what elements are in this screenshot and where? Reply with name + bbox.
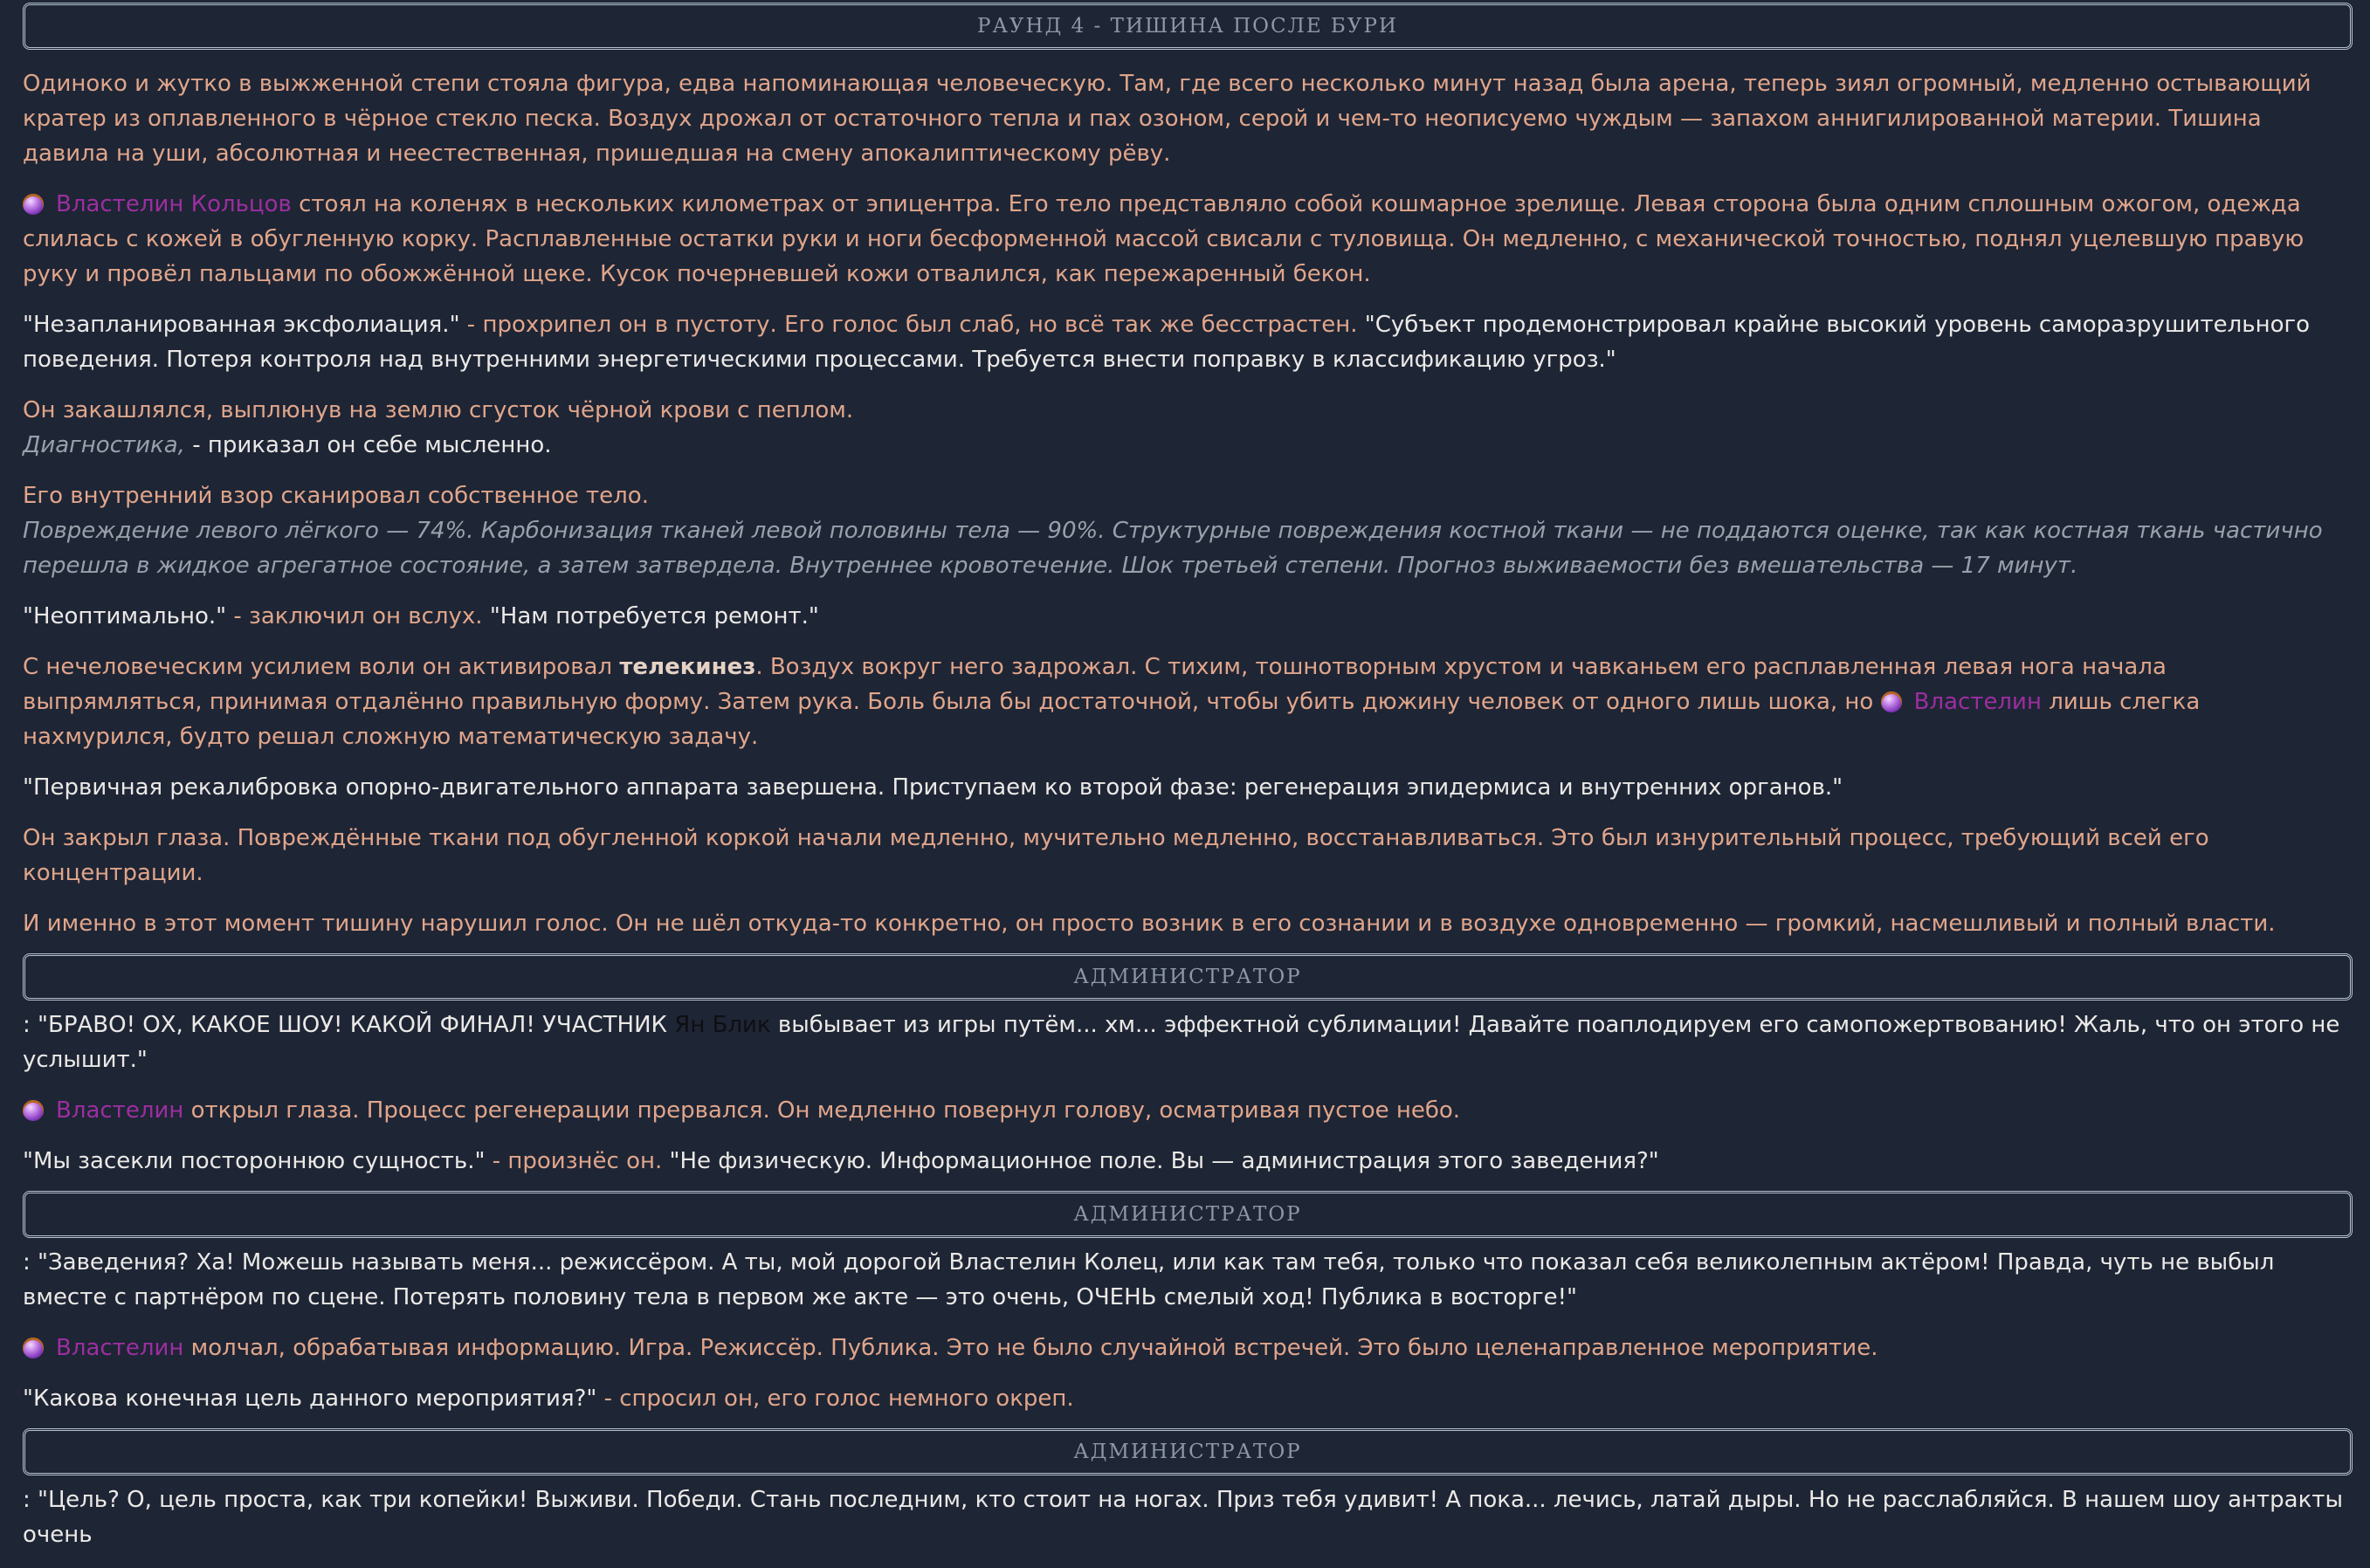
admin-banner: АДМИНИСТРАТОР [23, 1191, 2353, 1238]
crystal-ball-icon [23, 1100, 44, 1121]
character-name-yan: Ян Блик [674, 1012, 771, 1038]
dialogue-text: "Первичная рекалибровка опорно-двигательного аппарата завершена. Приступаем ко второй фазе: регенерация эпидермиса и внутренних органов." [23, 774, 1843, 801]
story-paragraph [23, 66, 2353, 171]
dialogue-text: "Незапланированная эксфолиация." [23, 312, 460, 338]
crystal-ball-icon [1881, 691, 1902, 712]
story-paragraph [23, 1093, 2353, 1128]
narration-text: . Воздух вокруг него задрожал. С тихим, тошнотворным хрустом и чавканьем его расплавленная левая нога начала выпрямляться, принимая отдалённо правильную форму. Затем рука. Боль была бы достаточной, чтобы убить дюжину человек от одного лишь шока, но [23, 654, 2167, 715]
dialogue-text: "Мы засекли постороннюю сущность." [23, 1148, 486, 1174]
story-paragraph [23, 821, 2353, 891]
dialogue-text: : "Заведения? Ха! Можешь называть меня... режиссёром. А ты, мой дорогой Властелин Колец, или как там тебя, только что показал себя великолепным актёром! Правда, чуть не выбыл вместе с партнёром по сцене. Потерять половину тела в первом же акте — это очень, ОЧЕНЬ смелый ход! Публика в восторге!" [23, 1249, 2275, 1310]
dialogue-text: : "БРАВО! ОХ, КАКОЕ ШОУ! КАКОЙ ФИНАЛ! УЧАСТНИК [23, 1012, 667, 1038]
character-name-lord: Властелин [56, 1097, 184, 1124]
narration-text: лишь слегка нахмурился, будто решал сложную математическую задачу. [23, 689, 2201, 750]
crystal-ball-icon [23, 194, 44, 215]
narration-text: - прохрипел он в пустоту. Его голос был слаб, но всё так же бесстрастен. [466, 312, 1358, 338]
narration-text: - приказал он себе мысленно. [192, 432, 552, 458]
round-banner: РАУНД 4 - ТИШИНА ПОСЛЕ БУРИ [23, 3, 2353, 50]
admin-message [23, 1245, 2353, 1315]
admin-message [23, 1482, 2353, 1552]
story-paragraph [23, 307, 2353, 377]
story-paragraph [23, 1331, 2353, 1365]
dialogue-text: выбывает из игры путём... хм... эффектной сублимации! Давайте поаплодируем его самопожертвованию! Жаль, что он этого не услышит." [23, 1012, 2340, 1073]
ability-name: телекинез [619, 654, 756, 680]
admin-message [23, 1008, 2353, 1077]
dialogue-text: "Неоптимально." [23, 603, 227, 629]
story-paragraph [23, 770, 2353, 805]
story-paragraph [23, 1381, 2353, 1416]
dialogue-text: "Нам потребуется ремонт." [489, 603, 819, 629]
narration-text: Он закрыл глаза. Повреждённые ткани под обугленной коркой начали медленно, мучительно медленно, восстанавливаться. Это был изнурительный процесс, требующий всей его концентрации. [23, 825, 2209, 886]
character-name-lord: Властелин [1913, 689, 2042, 715]
story-paragraph [23, 599, 2353, 634]
admin-banner: АДМИНИСТРАТОР [23, 953, 2353, 1001]
story-paragraph [23, 650, 2353, 754]
character-name-lord: Властелин [56, 1335, 184, 1361]
narration-text: - заключил он вслух. [233, 603, 483, 629]
crystal-ball-icon [23, 1338, 44, 1358]
story-paragraph [23, 906, 2353, 941]
narration-text: И именно в этот момент тишину нарушил голос. Он не шёл откуда-то конкретно, он просто возник в его сознании и в воздухе одновременно — громкий, насмешливый и полный власти. [23, 911, 2276, 937]
narration-text: открыл глаза. Процесс регенерации прервался. Он медленно повернул голову, осматривая пустое небо. [190, 1097, 1461, 1124]
story-content [23, 3, 2353, 1568]
narration-text: - произнёс он. [492, 1148, 663, 1174]
narration-text: Его внутренний взор сканировал собственное тело. [23, 483, 649, 509]
story-paragraph [23, 1144, 2353, 1179]
narration-text: С нечеловеческим усилием воли он активировал [23, 654, 613, 680]
story-paragraph [23, 187, 2353, 292]
dialogue-text: "Какова конечная цель данного мероприятия?" [23, 1386, 597, 1412]
admin-banner: АДМИНИСТРАТОР [23, 1428, 2353, 1475]
dialogue-text: : "Цель? О, цель проста, как три копейки! Выживи. Победи. Стань последним, кто стоит на ногах. Приз тебя удивит! А пока... лечись, латай дыры. Но не расслабляйся. В нашем шоу антракты очень [23, 1487, 2343, 1548]
narration-text: стоял на коленях в нескольких километрах от эпицентра. Его тело представляло собой кошмарное зрелище. Левая сторона была одним сплошным ожогом, одежда слилась с кожей в обугленную корку. Расплавленные остатки руки и ноги бесформенной массой свисали с туловища. Он медленно, с механической точностью, поднял уцелевшую правую руку и провёл пальцами по обожжённой щеке. Кусок почерневшей кожи отвалился, как пережаренный бекон. [23, 191, 2305, 287]
dialogue-text: "Субъект продемонстрировал крайне высокий уровень саморазрушительного поведения. Потеря контроля над внутренними энергетическими процессами. Требуется внести поправку в классификацию угроз." [23, 312, 2311, 373]
narration-text: молчал, обрабатывая информацию. Игра. Режиссёр. Публика. Это не было случайной встречей. Это было целенаправленное мероприятие. [190, 1335, 1878, 1361]
story-paragraph [23, 393, 2353, 463]
diagnostic-text: Повреждение левого лёгкого — 74%. Карбонизация тканей левой половины тела — 90%. Структурные повреждения костной ткани — не поддаются оценке, так как костная ткань частично перешла в жидкое агрегатное состояние, а затем затвердела. Внутреннее кровотечение. Шок третьей степени. Прогноз выживаемости без вмешательства — 17 минут. [23, 518, 2323, 579]
narration-text: - спросил он, его голос немного окреп. [603, 1386, 1074, 1412]
narration-text: Он закашлялся, выплюнув на землю сгусток чёрной крови с пеплом. [23, 397, 854, 423]
thought-text: Диагностика, [23, 432, 185, 458]
character-name-lord: Властелин Кольцов [56, 191, 292, 217]
narration-text: Одиноко и жутко в выжженной степи стояла фигура, едва напоминающая человеческую. Там, где всего несколько минут назад была арена, теперь зиял огромный, медленно остывающий кратер из оплавленного в чёрное стекло песка. Воздух дрожал от остаточного тепла и пах озоном, серой и чем-то неописуемо чуждым — запахом аннигилированной материи. Тишина давила на уши, абсолютная и неестественная, пришедшая на смену апокалиптическому рёву. [23, 71, 2311, 167]
story-paragraph [23, 478, 2353, 583]
dialogue-text: "Не физическую. Информационное поле. Вы — администрация этого заведения?" [669, 1148, 1659, 1174]
